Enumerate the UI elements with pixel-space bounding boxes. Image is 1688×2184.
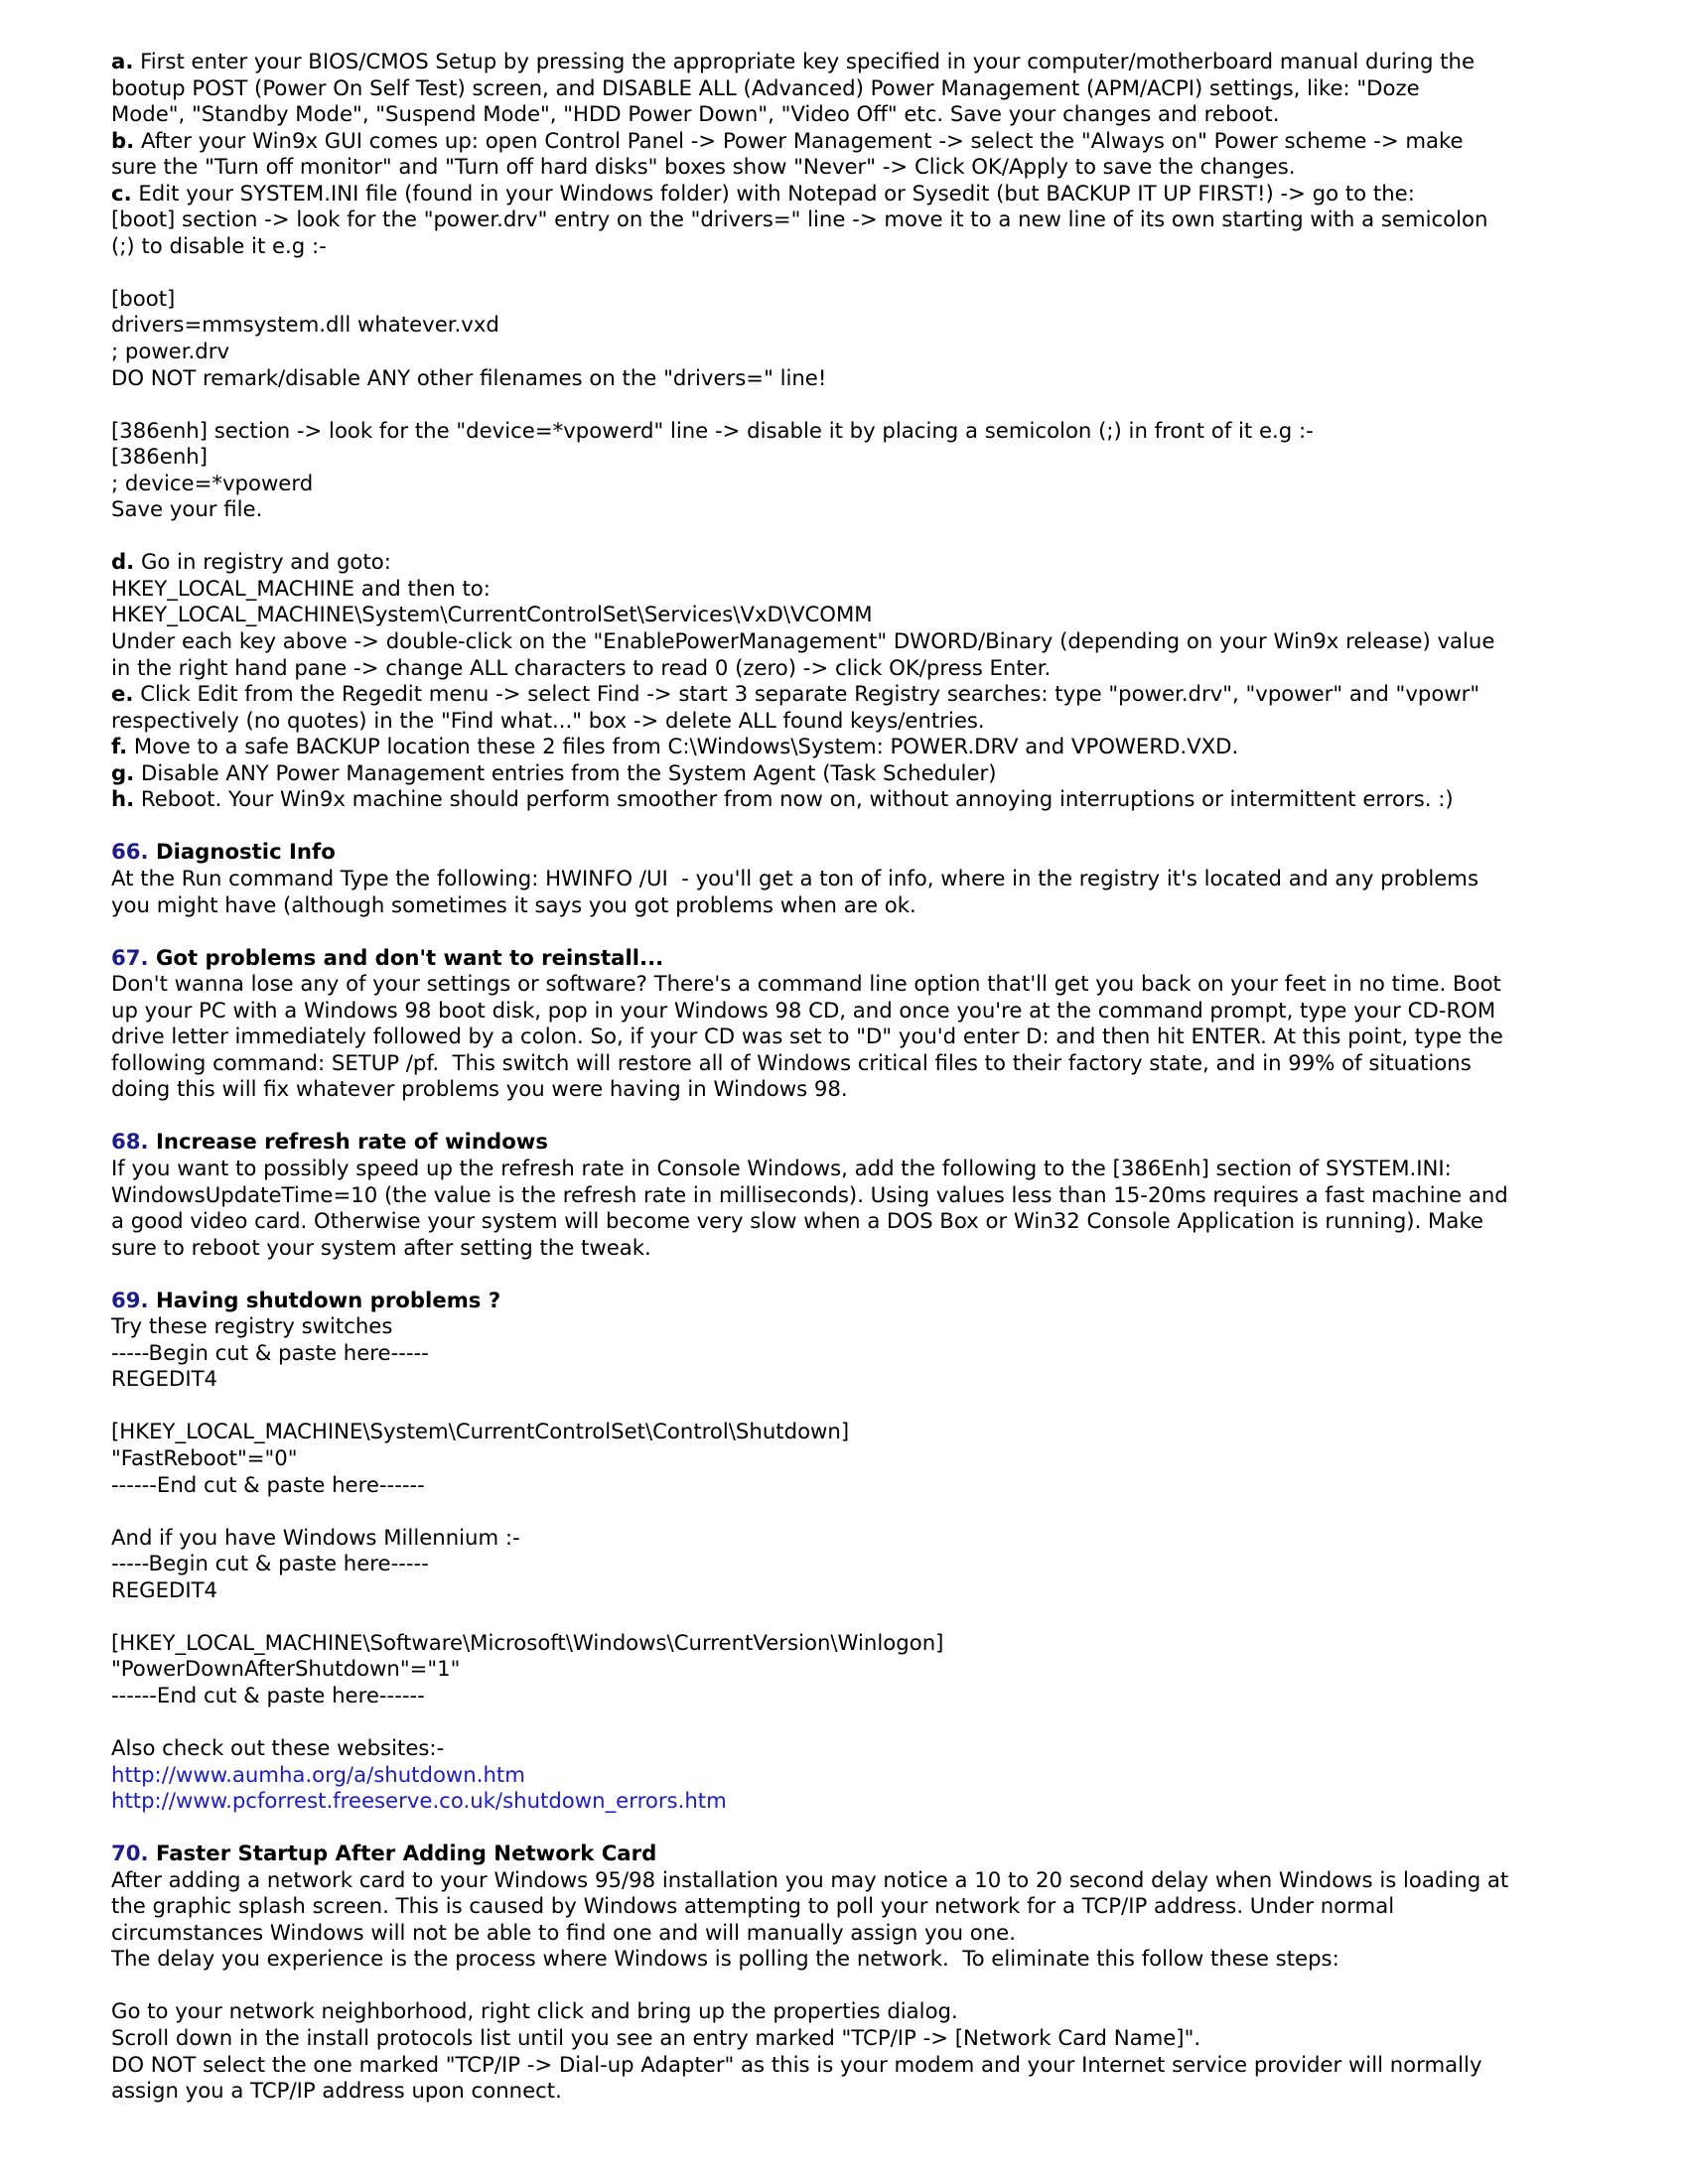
text-line (111, 629, 1581, 656)
text-line (111, 207, 1581, 234)
line-text: "FastReboot"="0" (111, 1445, 298, 1471)
text-line (111, 1367, 1581, 1394)
text-line (111, 287, 1581, 314)
line-text: Move to a safe BACKUP location these 2 files from C:\Windows\System: POWER.DRV and VPOWERD.VXD. (127, 735, 1239, 760)
text-line (111, 340, 1581, 366)
line-text: ------End cut & paste here------ (111, 1683, 425, 1708)
blank-line (111, 814, 1601, 841)
website-link[interactable]: http://www.aumha.org/a/shutdown.htm (111, 1762, 525, 1788)
text-line (111, 2079, 1581, 2106)
line-text: REGEDIT4 (111, 1367, 218, 1393)
text-line (111, 155, 1581, 182)
line-text: following command: SETUP /pf. This switch will restore all of Windows critical files to their factory state, and in 99% of situations (111, 1050, 1472, 1076)
text-line (111, 1947, 1581, 1974)
line-text: sure the "Turn off monitor" and "Turn off hard disks" boxes show "Never" -> Click OK/Apply to save the changes. (111, 155, 1296, 181)
line-text: Click Edit from the Regedit menu -> select Find -> start 3 separate Registry searches: type "power.drv", "vpower" and "vpowr" (133, 682, 1480, 708)
text-line (111, 1077, 1581, 1104)
section-heading (111, 1130, 1581, 1157)
line-text: And if you have Windows Millennium :- (111, 1525, 520, 1551)
text-line (111, 867, 1581, 893)
text-line (111, 709, 1581, 736)
text-line (111, 972, 1581, 999)
section-heading (111, 946, 1581, 973)
line-text: DO NOT remark/disable ANY other filenames on the "drivers=" line! (111, 365, 827, 391)
blank-line (111, 524, 1601, 551)
blank-line (111, 1709, 1601, 1736)
section-heading (111, 1289, 1581, 1315)
website-link[interactable]: http://www.pcforrest.freeserve.co.uk/shutdown_errors.htm (111, 1789, 727, 1815)
text-line (111, 787, 1581, 814)
text-line (111, 1024, 1581, 1051)
text-line (111, 999, 1581, 1025)
text-line (111, 234, 1581, 261)
line-text: Go to your network neighborhood, right click and bring up the properties dialog. (111, 1999, 958, 2025)
line-text: in the right hand pane -> change ALL characters to read 0 (zero) -> click OK/press Enter. (111, 655, 1052, 681)
line-text: drive letter immediately followed by a colon. So, if your CD was set to "D" you'd enter D: and then hit ENTER. At this point, type the (111, 1024, 1503, 1050)
text-line (111, 1868, 1581, 1895)
text-line (111, 1446, 1581, 1473)
text-line (111, 1631, 1581, 1658)
text-line (111, 1657, 1581, 1684)
line-text: HKEY_LOCAL_MACHINE\System\CurrentControlSet\Services\VxD\VCOMM (111, 603, 873, 628)
line-text: WindowsUpdateTime=10 (the value is the refresh rate in milliseconds). Using values less than 15-20ms requires a fast machine and (111, 1182, 1508, 1208)
line-text: doing this will fix whatever problems you were having in Windows 98. (111, 1077, 848, 1103)
text-line (111, 50, 1581, 76)
section-number: 70. (111, 1842, 149, 1867)
line-text: DO NOT select the one marked "TCP/IP -> Dial-up Adapter" as this is your modem and your Internet service provider will normally (111, 2052, 1482, 2078)
text-line (111, 1552, 1581, 1578)
text-line (111, 893, 1581, 920)
link-line (111, 1763, 1581, 1790)
tip-section (111, 1130, 1601, 1288)
line-text: Don't wanna lose any of your settings or software? There's a command line option that'll get you back on your feet in no time. Boot (111, 972, 1501, 998)
document-page (111, 50, 1601, 2106)
line-text: [386enh] section -> look for the "device=*vpowerd" line -> disable it by placing a semicolon (;) in front of it e.g :- (111, 418, 1314, 444)
line-text: drivers=mmsystem.dll whatever.vxd (111, 313, 499, 339)
text-line (111, 761, 1581, 788)
text-line (111, 1999, 1581, 2026)
text-line (111, 1736, 1581, 1763)
line-text: Save your file. (111, 497, 263, 523)
section-title: Faster Startup After Adding Network Card (148, 1842, 657, 1867)
text-line (111, 1209, 1581, 1236)
step-label: g. (111, 760, 135, 786)
text-line (111, 129, 1581, 156)
line-text: ------End cut & paste here------ (111, 1472, 425, 1498)
text-line (111, 1473, 1581, 1500)
line-text: At the Run command Type the following: HWINFO /UI - you'll get a ton of info, where in the registry it's located and any problems (111, 866, 1479, 891)
line-text: respectively (no quotes) in the "Find what..." box -> delete ALL found keys/entries. (111, 708, 985, 734)
tip-section (111, 946, 1601, 1131)
line-text: ; device=*vpowerd (111, 471, 314, 496)
text-line (111, 1341, 1581, 1368)
text-line (111, 445, 1581, 472)
line-text: [386enh] (111, 445, 208, 471)
line-text: -----Begin cut & paste here----- (111, 1340, 429, 1366)
line-text: Also check out these websites:- (111, 1736, 445, 1761)
line-text: After your Win9x GUI comes up: open Control Panel -> Power Management -> select the "Always on" Power scheme -> make (134, 128, 1464, 154)
step-label: c. (111, 181, 132, 206)
line-text: you might have (although sometimes it says you got problems when are ok. (111, 892, 916, 918)
line-text: the graphic splash screen. This is caused by Windows attempting to poll your network for a TCP/IP address. Under normal (111, 1894, 1395, 1920)
text-line (111, 1314, 1581, 1341)
text-line (111, 1894, 1581, 1921)
line-text: Reboot. Your Win9x machine should perform smoother from now on, without annoying interruptions or intermittent errors. :) (134, 787, 1454, 813)
line-text: Under each key above -> double-click on the "EnablePowerManagement" DWORD/Binary (depending on your Win9x release) value (111, 629, 1495, 655)
step-label: e. (111, 682, 134, 708)
step-label: h. (111, 787, 135, 813)
blank-line (111, 1604, 1601, 1631)
tip-section (111, 50, 1601, 840)
line-text: Edit your SYSTEM.INI file (found in your Windows folder) with Notepad or Sysedit (but BACKUP IT UP FIRST!) -> go to the: (131, 181, 1415, 206)
blank-line (111, 1104, 1601, 1131)
text-line (111, 419, 1581, 446)
line-text: Go in registry and goto: (134, 550, 391, 576)
line-text: [boot] (111, 286, 176, 312)
text-line (111, 472, 1581, 498)
blank-line (111, 1499, 1601, 1526)
line-text: up your PC with a Windows 98 boot disk, pop in your Windows 98 CD, and once you're at the command prompt, type your CD-ROM (111, 998, 1496, 1024)
text-line (111, 1051, 1581, 1078)
line-text: HKEY_LOCAL_MACHINE and then to: (111, 576, 491, 602)
line-text: sure to reboot your system after setting the tweak. (111, 1235, 651, 1261)
section-heading (111, 1842, 1581, 1868)
line-text: (;) to disable it e.g :- (111, 233, 327, 259)
text-line (111, 735, 1581, 761)
text-line (111, 1684, 1581, 1710)
text-line (111, 550, 1581, 577)
text-line (111, 1420, 1581, 1446)
line-text: After adding a network card to your Windows 95/98 installation you may notice a 10 to 20 second delay when Windows is loading at (111, 1867, 1509, 1893)
blank-line (111, 392, 1601, 419)
line-text: circumstances Windows will not be able to find one and will manually assign you one. (111, 1920, 1016, 1946)
tip-section (111, 1842, 1601, 2105)
blank-line (111, 1974, 1601, 2000)
line-text: -----Begin cut & paste here----- (111, 1552, 429, 1577)
line-text: Scroll down in the install protocols list until you see an entry marked "TCP/IP -> [Network Card Name]". (111, 2026, 1201, 2052)
blank-line (111, 919, 1601, 946)
text-line (111, 102, 1581, 129)
line-text: If you want to possibly speed up the refresh rate in Console Windows, add the following to the [386Enh] section of SYSTEM.INI: (111, 1156, 1452, 1181)
section-title: Increase refresh rate of windows (148, 1130, 548, 1156)
text-line (111, 1157, 1581, 1183)
step-label: b. (111, 128, 135, 154)
text-line (111, 1236, 1581, 1263)
text-line (111, 577, 1581, 604)
link-line (111, 1789, 1581, 1816)
blank-line (111, 1816, 1601, 1843)
text-line (111, 313, 1581, 340)
text-line (111, 1921, 1581, 1948)
section-title: Diagnostic Info (148, 840, 336, 866)
text-line (111, 76, 1581, 103)
line-text: REGEDIT4 (111, 1577, 218, 1603)
text-line (111, 497, 1581, 524)
line-text: Mode", "Standby Mode", "Suspend Mode", "HDD Power Down", "Video Off" etc. Save your changes and reboot. (111, 102, 1280, 128)
section-number: 69. (111, 1288, 149, 1313)
text-line (111, 603, 1581, 629)
line-text: a good video card. Otherwise your system will become very slow when a DOS Box or Win32 Console Application is running). Make (111, 1209, 1483, 1235)
line-text: ; power.drv (111, 340, 230, 365)
line-text: The delay you experience is the process where Windows is polling the network. To eliminate this follow these steps: (111, 1947, 1339, 1973)
section-number: 68. (111, 1130, 149, 1156)
line-text: assign you a TCP/IP address upon connect. (111, 2079, 562, 2105)
section-title: Got problems and don't want to reinstall... (148, 945, 664, 971)
step-label: f. (111, 735, 128, 760)
text-line (111, 1183, 1581, 1210)
section-title: Having shutdown problems ? (148, 1288, 501, 1313)
blank-line (111, 1394, 1601, 1421)
line-text: [boot] section -> look for the "power.drv" entry on the "drivers=" line -> move it to a new line of its own starting with a semicolon (111, 207, 1488, 233)
line-text: bootup POST (Power On Self Test) screen, and DISABLE ALL (Advanced) Power Management (APM/ACPI) settings, like: "Doze (111, 75, 1420, 101)
text-line (111, 2026, 1581, 2053)
tip-section (111, 1289, 1601, 1842)
section-number: 67. (111, 945, 149, 971)
blank-line (111, 1262, 1601, 1289)
step-label: a. (111, 50, 134, 74)
tip-section (111, 840, 1601, 945)
section-heading (111, 840, 1581, 867)
line-text: [HKEY_LOCAL_MACHINE\System\CurrentControlSet\Control\Shutdown] (111, 1420, 850, 1445)
blank-line (111, 260, 1601, 287)
section-number: 66. (111, 840, 149, 866)
line-text: First enter your BIOS/CMOS Setup by pressing the appropriate key specified in your computer/motherboard manual during the (133, 50, 1476, 74)
text-line (111, 1578, 1581, 1605)
text-line (111, 1526, 1581, 1553)
text-line (111, 682, 1581, 709)
text-line (111, 182, 1581, 208)
step-label: d. (111, 550, 135, 576)
text-line (111, 366, 1581, 393)
line-text: Try these registry switches (111, 1314, 393, 1340)
line-text: [HKEY_LOCAL_MACHINE\Software\Microsoft\Windows\CurrentVersion\Winlogon] (111, 1630, 944, 1656)
text-line (111, 656, 1581, 683)
text-line (111, 2053, 1581, 2080)
line-text: Disable ANY Power Management entries from the System Agent (Task Scheduler) (134, 760, 997, 786)
line-text: "PowerDownAfterShutdown"="1" (111, 1657, 461, 1683)
